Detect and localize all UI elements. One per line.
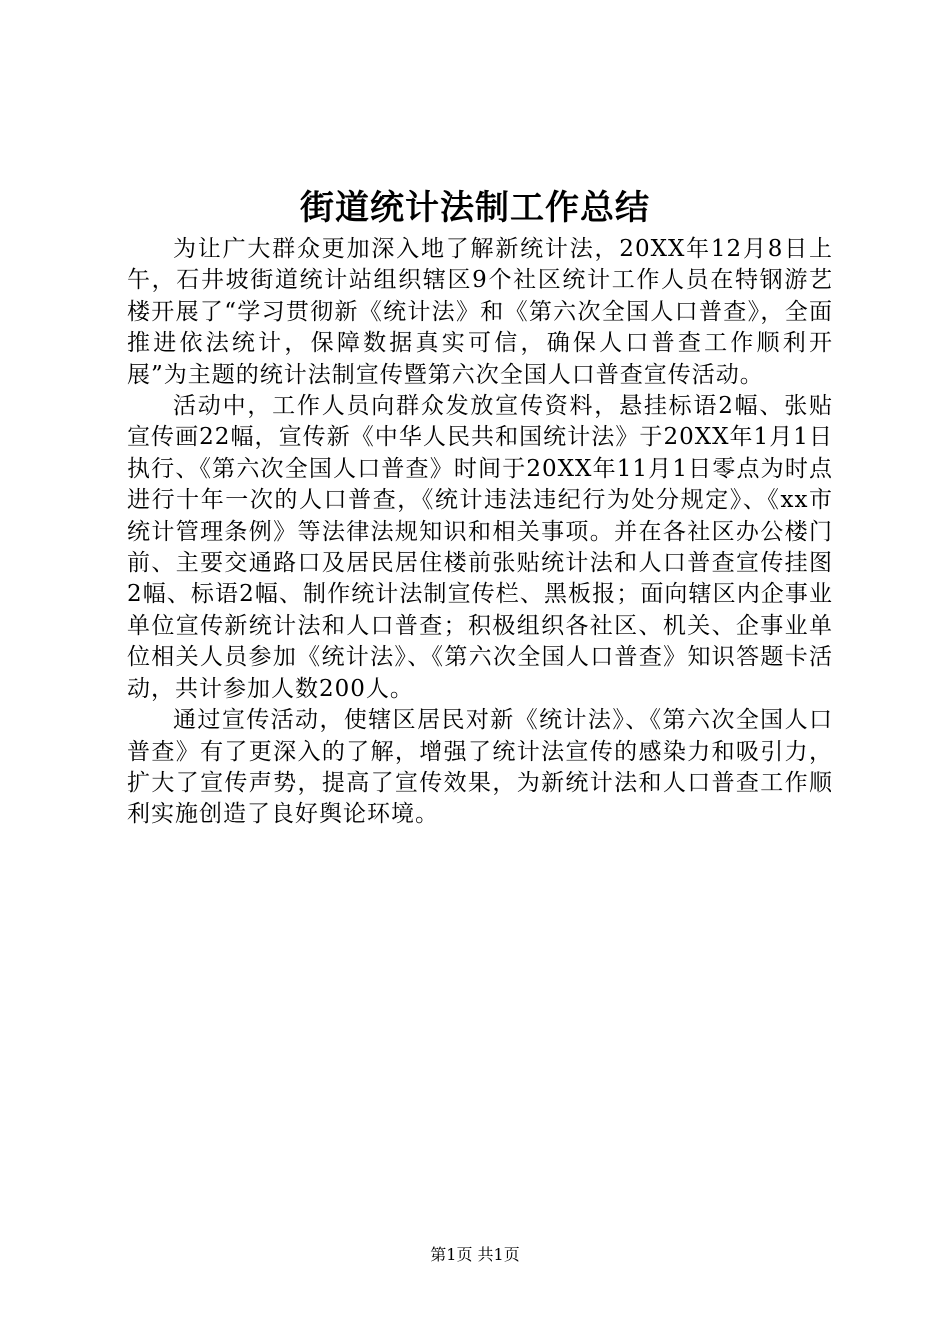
paragraph-3: 通过宣传活动，使辖区居民对新《统计法》、《第六次全国人口普查》有了更深入的了解，增强了统计法宣传的感染力和吸引力，扩大了宣传声势，提高了宣传效果，为新统计法和人口普查工作顺利实施创造了良好舆论环境。 bbox=[127, 707, 833, 828]
document-body bbox=[127, 234, 833, 831]
paragraph-2: 活动中，工作人员向群众发放宣传资料，悬挂标语2幅、张贴宣传画22幅，宣传新《中华人民共和国统计法》于20XX年1月1日执行、《第六次全国人口普查》时间于20XX年11月1日零点为时点进行十年一次的人口普查，《统计违法违纪行为处分规定》、《xx市统计管理条例》等法律法规知识和相关事项。并在各社区办公楼门前、主要交通路口及居民居住楼前张贴统计法和人口普查宣传挂图2幅、标语2幅、制作统计法制宣传栏、黑板报；面向辖区内企事业单位宣传新统计法和人口普查；积极组织各社区、机关、企事业单位相关人员参加《统计法》、《第六次全国人口普查》知识答题卡活动，共计参加人数200人。 bbox=[127, 393, 833, 702]
paragraph-1: 为让广大群众更加深入地了解新统计法，20XX年12月8日上午，石井坡街道统计站组织辖区9个社区统计工作人员在特钢游艺楼开展了“学习贯彻新《统计法》和《第六次全国人口普查》，全面推进依法统计，保障数据真实可信，确保人口普查工作顺利开展”为主题的统计法制宣传暨第六次全国人口普查宣传活动。 bbox=[127, 236, 833, 388]
page-footer: 第1页 共1页 bbox=[430, 1245, 520, 1264]
document-title: 街道统计法制工作总结 bbox=[300, 188, 650, 228]
